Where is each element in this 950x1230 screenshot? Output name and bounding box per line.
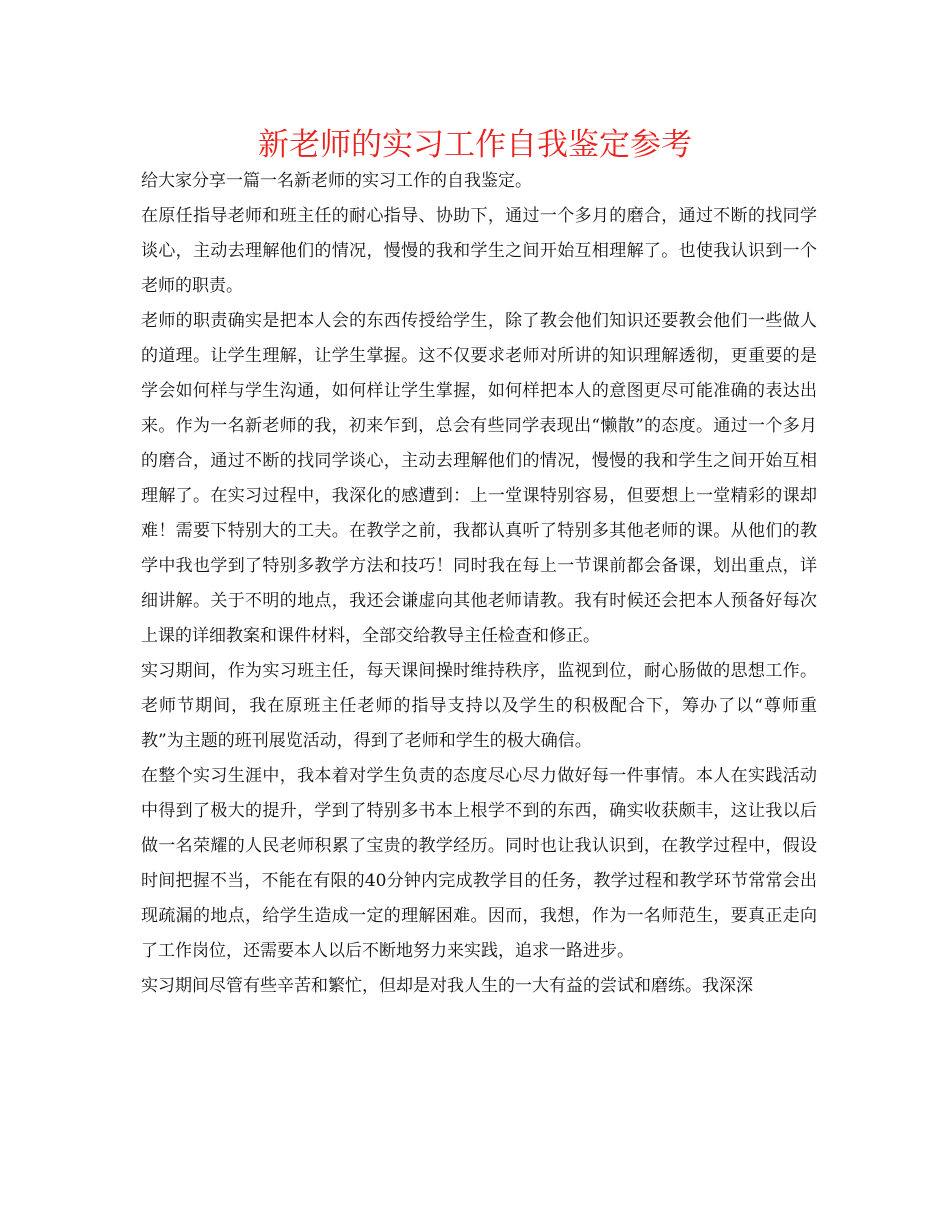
paragraph-5: 在整个实习生涯中，我本着对学生负责的态度尽心尽力做好每一件事情。本人在实践活动中得到了极大的提升，学到了特别多书本上根学不到的东西，确实收获颇丰，这让我以后做一名荣耀的人民老师积累了宝贵的教学经历。同时也让我认识到，在教学过程中，假设时间把握不当，不能在有限的40分钟内完成教学目的任务，教学过程和教学环节常常会出现疏漏的地点，给学生造成一定的理解困难。因而，我想，作为一名师范生，要真正走向了工作岗位，还需要本人以后不断地努力来实践，追求一路进步。 — [141, 766, 817, 961]
paragraph-4: 实习期间，作为实习班主任，每天课间操时维持秩序，监视到位，耐心肠做的思想工作。老师节期间，我在原班主任老师的指导支持以及学生的积极配合下，筹办了以“尊师重教”为主题的班刊展览活动，得到了老师和学生的极大确信。 — [141, 661, 817, 751]
paragraph-6: 实习期间尽管有些辛苦和繁忙，但却是对我人生的一大有益的尝试和磨练。我深深 — [141, 976, 753, 996]
paragraph-2: 在原任指导老师和班主任的耐心指导、协助下，通过一个多月的磨合，通过不断的找同学谈心，主动去理解他们的情况，慢慢的我和学生之间开始互相理解了。也使我认识到一个老师的职责。 — [141, 206, 817, 296]
document-title: 新老师的实习工作自我鉴定参考 — [258, 127, 692, 163]
paragraph-1: 给大家分享一篇一名新老师的实习工作的自我鉴定。 — [141, 171, 532, 191]
document-body — [141, 164, 817, 1004]
paragraph-3: 老师的职责确实是把本人会的东西传授给学生，除了教会他们知识还要教会他们一些做人的道理。让学生理解，让学生掌握。这不仅要求老师对所讲的知识理解透彻，更重要的是学会如何样与学生沟通，如何样让学生掌握，如何样把本人的意图更尽可能准确的表达出来。作为一名新老师的我，初来乍到，总会有些同学表现出“懒散”的态度。通过一个多月的磨合，通过不断的找同学谈心，主动去理解他们的情况，慢慢的我和学生之间开始互相理解了。在实习过程中，我深化的感遭到：上一堂课特别容易，但要想上一堂精彩的课却难！需要下特别大的工夫。在教学之前，我都认真听了特别多其他老师的课。从他们的教学中我也学到了特别多教学方法和技巧！同时我在每上一节课前都会备课，划出重点，详细讲解。关于不明的地点，我还会谦虚向其他老师请教。我有时候还会把本人预备好每次上课的详细教案和课件材料，全部交给教导主任检查和修正。 — [141, 311, 817, 646]
